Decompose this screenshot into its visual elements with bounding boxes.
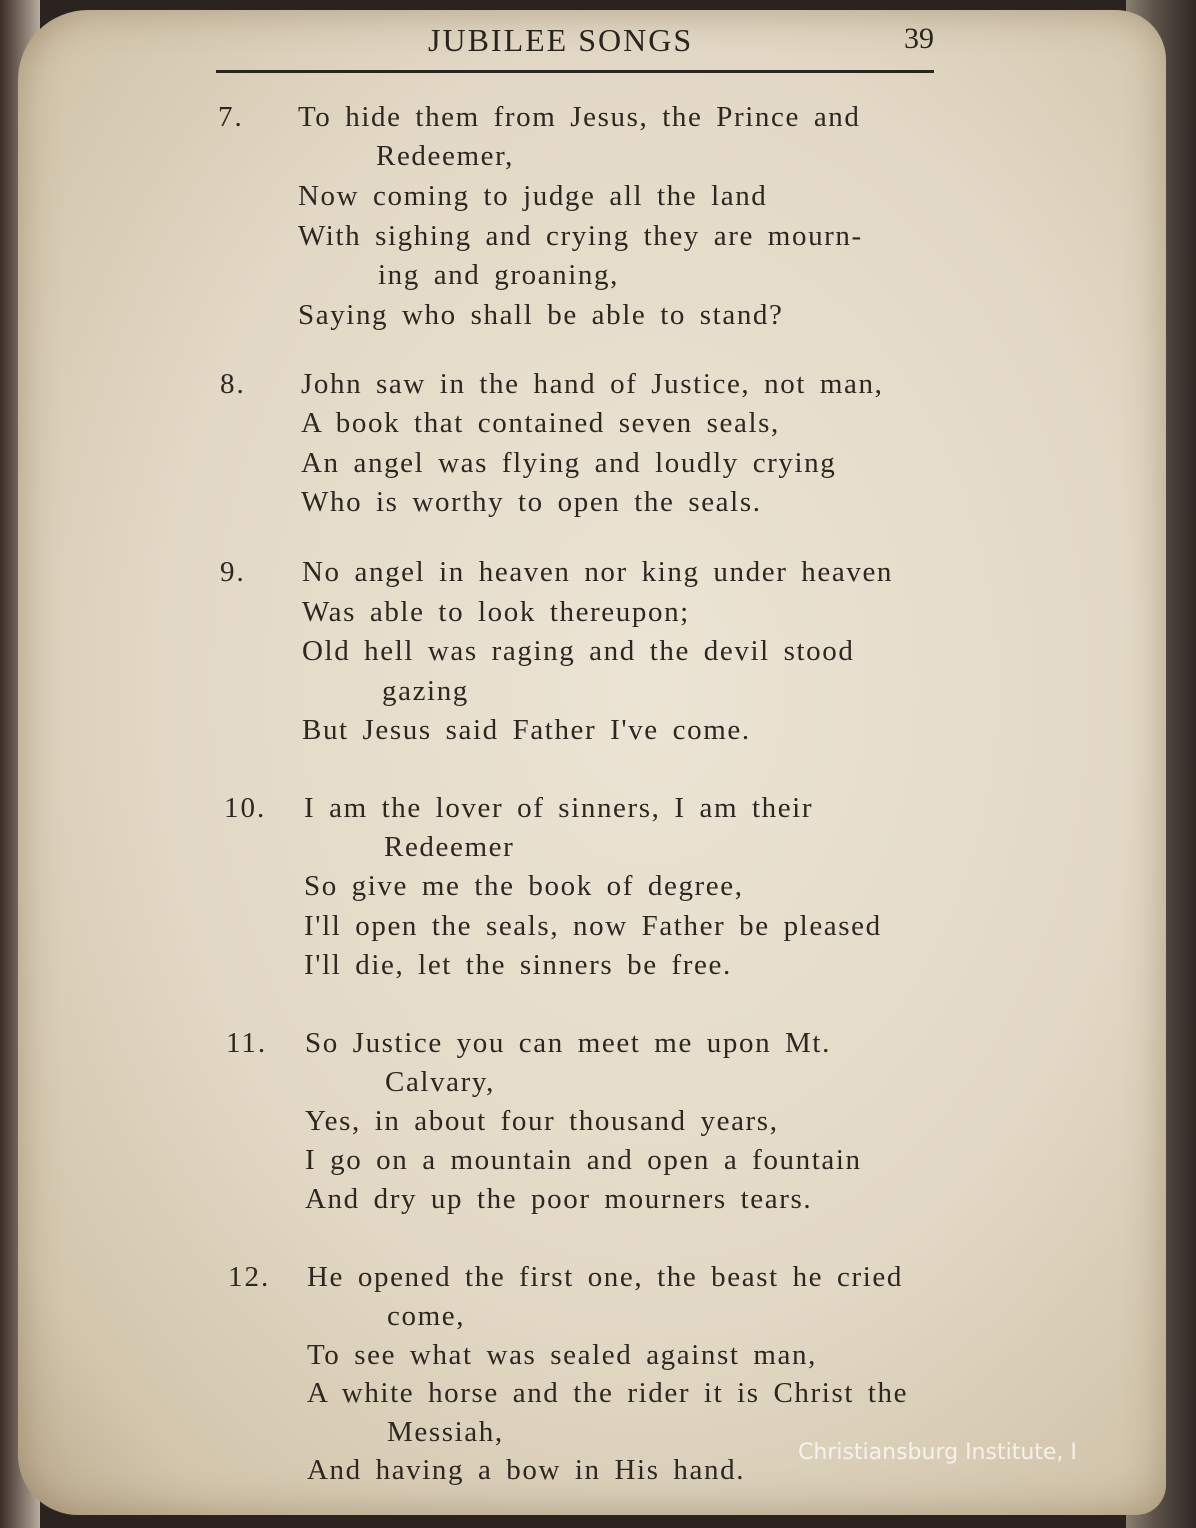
verse-line: And dry up the poor mourners tears. bbox=[305, 1183, 813, 1215]
verse-line: So Justice you can meet me upon Mt. bbox=[305, 1027, 831, 1059]
verse-line: So give me the book of degree, bbox=[304, 870, 744, 902]
verse-line: I'll open the seals, now Father be pleased bbox=[304, 910, 882, 942]
verse-number: 12. bbox=[228, 1261, 271, 1293]
verse-line: To hide them from Jesus, the Prince and bbox=[298, 101, 861, 133]
verse-line: Saying who shall be able to stand? bbox=[298, 299, 784, 331]
verse-line: He opened the first one, the beast he cried bbox=[307, 1261, 903, 1293]
verse-line: Now coming to judge all the land bbox=[298, 180, 768, 212]
page-number: 39 bbox=[904, 22, 934, 55]
verse-line: Redeemer, bbox=[376, 140, 515, 172]
verse-line: I'll die, let the sinners be free. bbox=[304, 949, 732, 981]
verse-line: Old hell was raging and the devil stood bbox=[302, 635, 855, 667]
verse-number: 9. bbox=[220, 556, 246, 588]
verse-line: Calvary, bbox=[385, 1066, 495, 1098]
verse-line: To see what was sealed against man, bbox=[307, 1339, 817, 1371]
verse-line: gazing bbox=[382, 675, 469, 707]
verse-line: And having a bow in His hand. bbox=[307, 1454, 746, 1486]
verse-line: But Jesus said Father I've come. bbox=[302, 714, 751, 746]
watermark: Christiansburg Institute, I bbox=[798, 1440, 1077, 1465]
verse-line: I am the lover of sinners, I am their bbox=[304, 792, 814, 824]
verse-line: I go on a mountain and open a fountain bbox=[305, 1144, 862, 1176]
verse-line: An angel was flying and loudly crying bbox=[301, 447, 837, 479]
verse-line: Who is worthy to open the seals. bbox=[301, 486, 762, 518]
verse-line: ing and groaning, bbox=[378, 259, 619, 291]
verse-line: No angel in heaven nor king under heaven bbox=[302, 556, 894, 588]
running-title: JUBILEE SONGS bbox=[428, 22, 694, 58]
verse-line: Yes, in about four thousand years, bbox=[305, 1105, 779, 1137]
verse-line: Messiah, bbox=[387, 1416, 504, 1448]
verse-line: With sighing and crying they are mourn- bbox=[298, 220, 863, 252]
verse-line: Was able to look thereupon; bbox=[302, 596, 690, 628]
verse-line: Redeemer bbox=[384, 831, 515, 863]
verse-line: come, bbox=[387, 1300, 466, 1332]
verse-number: 8. bbox=[220, 368, 246, 400]
verse-line: A book that contained seven seals, bbox=[301, 407, 780, 439]
verse-number: 10. bbox=[224, 792, 267, 824]
verse-line: John saw in the hand of Justice, not man, bbox=[301, 368, 884, 400]
page-header bbox=[216, 20, 934, 73]
verse-number: 11. bbox=[226, 1027, 268, 1059]
verse-line: A white horse and the rider it is Christ the bbox=[307, 1377, 909, 1409]
verse-number: 7. bbox=[218, 101, 244, 133]
